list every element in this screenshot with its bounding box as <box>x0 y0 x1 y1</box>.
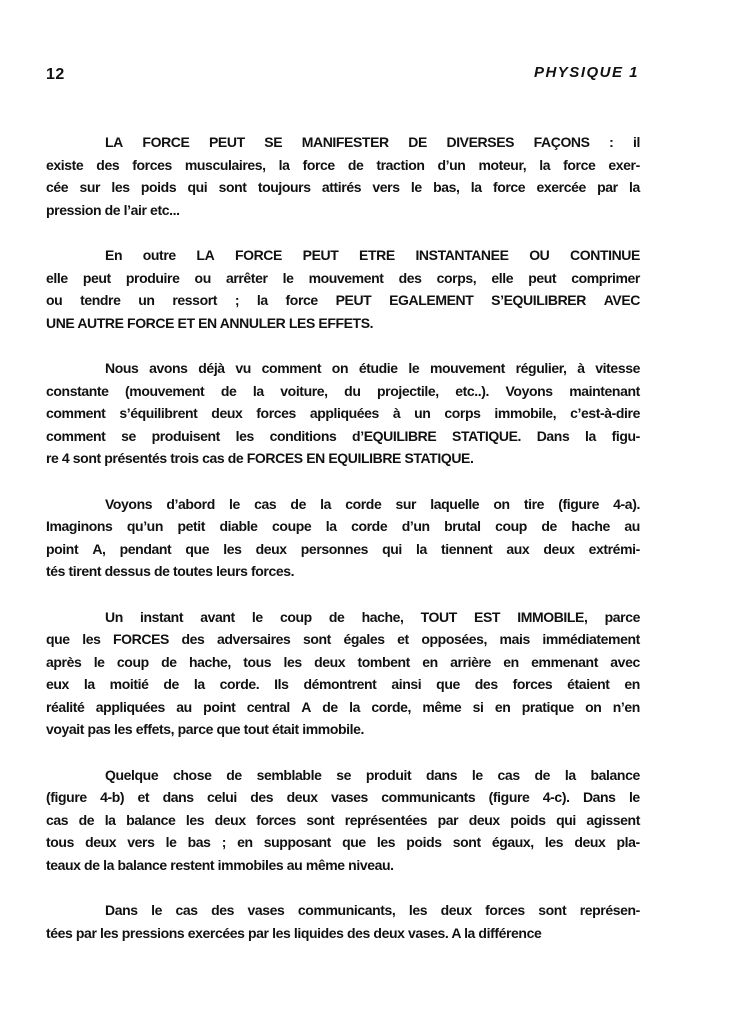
text-line: En outre LA FORCE PEUT ETRE INSTANTANEE OU CONTINUE <box>105 247 640 263</box>
text-line: Un instant avant le coup de hache, TOUT EST IMMOBILE, parce <box>105 608 640 625</box>
text-line: que les FORCES des adversaires sont égales et opposées, mais immédiatement <box>46 631 640 647</box>
paragraph <box>46 357 640 470</box>
text-line: elle peut produire ou arrêter le mouvement des corps, elle peut comprimer <box>46 269 640 286</box>
text-line: Imaginons qu’un petit diable coupe la corde d’un brutal coup de hache au <box>46 518 640 534</box>
text-line: Nous avons déjà vu comment on étudie le mouvement régulier, à vitesse <box>105 360 640 376</box>
text-line: après le coup de hache, tous les deux tombent en arrière en emmenant avec <box>46 653 640 670</box>
text-line: tous deux vers le bas ; en supposant que les poids sont égaux, les deux pla- <box>46 834 640 850</box>
text-line: tés tirent dessus de toutes leurs forces. <box>46 563 295 579</box>
text-line: Dans le cas des vases communicants, les deux forces sont représen- <box>105 902 640 918</box>
text-line: pression de l’air etc... <box>46 201 180 218</box>
text-line: constante (mouvement de la voiture, du projectile, etc..). Voyons maintenant <box>46 382 640 399</box>
text-line: ou tendre un ressort ; la force PEUT EGALEMENT S’EQUILIBRER AVEC <box>46 292 640 308</box>
text-line: LA FORCE PEUT SE MANIFESTER DE DIVERSES FAÇONS : il <box>105 134 640 150</box>
text-line: point A, pendant que les deux personnes qui la tiennent aux deux extrémi- <box>46 540 640 557</box>
text-line: réalité appliquées au point central A de la corde, même si en pratique on n’en <box>46 698 640 715</box>
running-title: PHYSIQUE 1 <box>533 64 639 81</box>
text-line: Quelque chose de semblable se produit dans le cas de la balance <box>105 766 640 783</box>
paragraph <box>46 244 640 334</box>
text-line: UNE AUTRE FORCE ET EN ANNULER LES EFFETS. <box>46 314 374 331</box>
text-line: existe des forces musculaires, la force de traction d’un moteur, la force exer- <box>46 156 640 173</box>
text-line: cée sur les poids qui sont toujours attirés vers le bas, la force exercée par la <box>46 179 640 195</box>
page-number: 12 <box>46 66 65 83</box>
paragraph <box>46 131 640 221</box>
paragraph <box>46 764 640 877</box>
text-line: tées par les pressions exercées par les liquides des deux vases. A la différence <box>46 924 542 941</box>
text-line: eux la moitié de la corde. Ils démontrent ainsi que des forces étaient en <box>46 676 640 692</box>
text-line: (figure 4-b) et dans celui des deux vases communicants (figure 4-c). Dans le <box>46 789 640 805</box>
text-line: voyait pas les effets, parce que tout était immobile. <box>46 721 365 737</box>
text-line: comment s’équilibrent deux forces appliquées à un corps immobile, c’est-à-dire <box>46 405 640 421</box>
paragraph <box>46 493 640 583</box>
text-line: cas de la balance les deux forces sont représentées par deux poids qui agissent <box>46 811 640 828</box>
text-line: re 4 sont présentés trois cas de FORCES EN EQUILIBRE STATIQUE. <box>46 450 474 466</box>
text-line: comment se produisent les conditions d’EQUILIBRE STATIQUE. Dans la figu- <box>46 427 640 444</box>
text-line: teaux de la balance restent immobiles au même niveau. <box>46 856 394 873</box>
body-text <box>46 131 640 967</box>
text-line: Voyons d’abord le cas de la corde sur laquelle on tire (figure 4-a). <box>105 495 640 512</box>
paragraph <box>46 899 640 944</box>
paragraph <box>46 606 640 741</box>
